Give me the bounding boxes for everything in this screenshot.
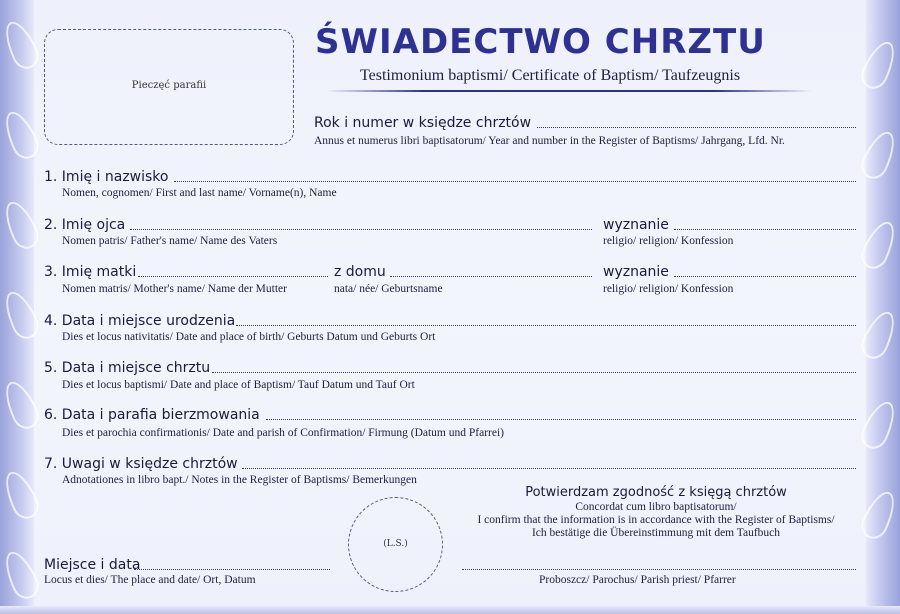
field-2-religion-input[interactable] <box>674 229 856 230</box>
field-2-religion-sublabel: religio/ religion/ Konfession <box>603 235 734 247</box>
leaf-ornament <box>0 377 43 433</box>
confirmation-line-1: Concordat cum libro baptisatorum/ <box>575 501 737 513</box>
parish-stamp-label: Pieczęć parafii <box>131 80 207 91</box>
certificate-subtitle: Testimonium baptismi/ Certificate of Baptism/ Taufzeugnis <box>360 67 741 84</box>
field-6-sublabel: Dies et parochia confirmationis/ Date and parish of Confirmation/ Firmung (Datum und Pfarrei) <box>62 427 504 439</box>
field-4-sublabel: Dies et locus nativitatis/ Date and place of birth/ Geburts Datum und Geburts Ort <box>62 331 436 343</box>
leaf-ornament <box>857 37 900 93</box>
register-sublabel: Annus et numerus libri baptisatorum/ Year and number in the Register of Baptisms/ Jahrgang, Lfd. Nr. <box>314 135 785 147</box>
certificate-title: ŚWIADECTWO CHRZTU <box>315 22 766 62</box>
field-5-input[interactable] <box>212 372 856 373</box>
leaf-ornament <box>857 127 900 183</box>
field-1-input[interactable] <box>174 181 856 182</box>
field-1-label: 1. Imię i nazwisko <box>44 169 169 185</box>
field-5-label: 5. Data i miejsce chrztu <box>44 360 211 376</box>
leaf-ornament <box>857 307 900 363</box>
priest-signature-field[interactable] <box>462 569 856 570</box>
field-4-label: 4. Data i miejsce urodzenia <box>44 313 236 329</box>
confirmation-line-2: I confirm that the information is in accordance with the Register of Baptisms/ <box>477 514 835 526</box>
field-6-label: 6. Data i parafia bierzmowania <box>44 407 260 423</box>
field-3-religion-input[interactable] <box>674 276 856 277</box>
leaf-ornament <box>0 287 43 343</box>
parish-stamp-area[interactable] <box>44 29 294 145</box>
field-2-label: 2. Imię ojca <box>44 217 126 233</box>
place-date-sublabel: Locus et dies/ The place and date/ Ort, Datum <box>44 574 256 586</box>
place-date-input[interactable] <box>134 569 330 570</box>
right-ornamental-border <box>866 0 900 614</box>
field-3-input[interactable] <box>138 276 328 277</box>
field-3-maiden-input[interactable] <box>390 276 592 277</box>
left-ornamental-border <box>0 0 34 614</box>
leaf-ornament <box>857 217 900 273</box>
field-5-sublabel: Dies et locus baptismi/ Date and place of Baptism/ Tauf Datum und Tauf Ort <box>62 379 415 391</box>
priest-sublabel: Proboszcz/ Parochus/ Parish priest/ Pfarrer <box>539 574 736 586</box>
confirmation-heading: Potwierdzam zgodność z księgą chrztów <box>525 485 787 500</box>
field-3-label: 3. Imię matki <box>44 264 137 280</box>
field-3-religion-label: wyznanie <box>603 264 669 280</box>
field-7-label: 7. Uwagi w księdze chrztów <box>44 456 238 472</box>
field-3-sublabel: Nomen matris/ Mother's name/ Name der Mutter <box>62 283 287 295</box>
leaf-ornament <box>0 107 43 163</box>
register-label: Rok i numer w księdze chrztów <box>314 115 532 131</box>
confirmation-line-3: Ich bestätige die Übereinstimmung mit dem Taufbuch <box>531 527 781 539</box>
leaf-ornament <box>0 17 43 73</box>
leaf-ornament <box>857 397 900 453</box>
field-3-religion-sublabel: religio/ religion/ Konfession <box>603 283 734 295</box>
field-3-maiden-label: z domu <box>334 264 386 280</box>
register-field[interactable] <box>537 127 856 128</box>
field-2-religion-label: wyznanie <box>603 217 669 233</box>
bottom-border <box>0 606 900 614</box>
leaf-ornament <box>0 547 43 603</box>
leaf-ornament <box>857 487 900 543</box>
field-7-sublabel: Adnotationes in libro bapt./ Notes in the Register of Baptisms/ Bemerkungen <box>62 474 417 486</box>
field-2-input[interactable] <box>130 229 592 230</box>
field-2-sublabel: Nomen patris/ Father's name/ Name des Vaters <box>62 235 278 247</box>
field-7-input[interactable] <box>242 468 856 469</box>
field-1-sublabel: Nomen, cognomen/ First and last name/ Vorname(n), Name <box>62 187 337 199</box>
field-6-input[interactable] <box>266 419 856 420</box>
title-underline <box>326 90 812 92</box>
field-4-input[interactable] <box>236 325 856 326</box>
leaf-ornament <box>0 197 43 253</box>
field-3-maiden-sublabel: nata/ née/ Geburtsname <box>334 283 443 295</box>
seal-label: (L.S.) <box>383 539 408 549</box>
place-date-label: Miejsce i data <box>44 557 141 573</box>
leaf-ornament <box>0 467 43 523</box>
official-seal-area[interactable] <box>348 497 443 592</box>
